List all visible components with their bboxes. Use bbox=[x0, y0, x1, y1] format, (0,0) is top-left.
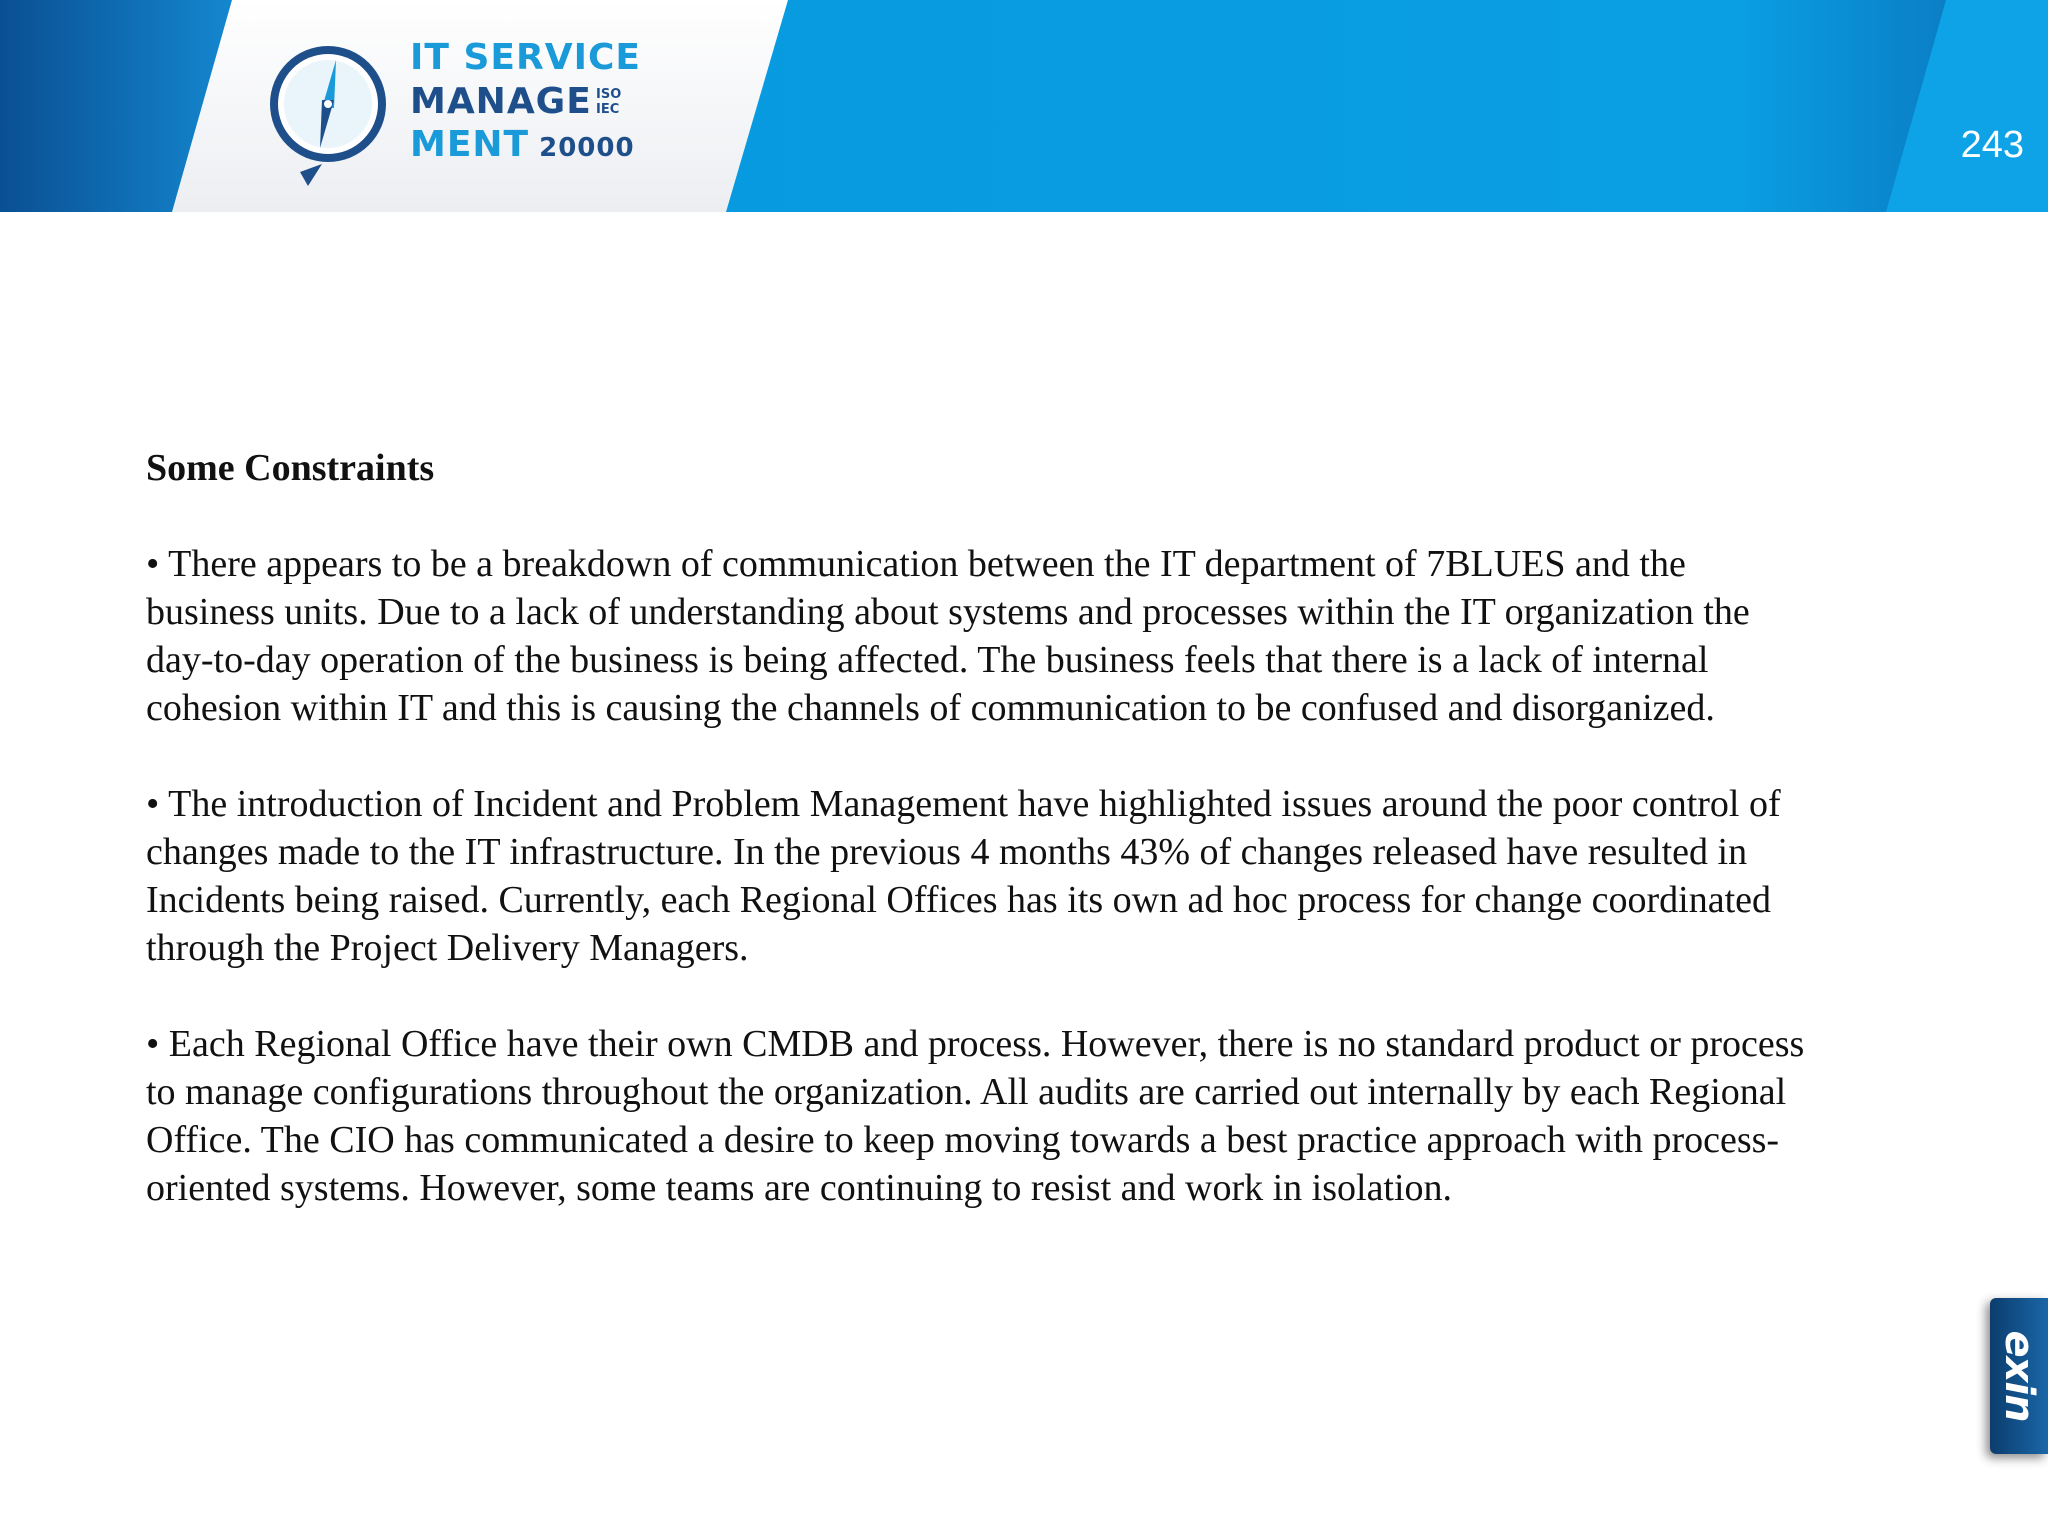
logo-iso-label: ISO bbox=[596, 87, 622, 102]
logo-title-line1: IT SERVICE bbox=[410, 37, 641, 78]
paragraph-cmdb: • Each Regional Office have their own CMDB and process. However, there is no standard product or process to manage configurations throughout the organization. All audits are carried out internally by each Regional Office. The CIO has communicated a desire to keep moving towards a best practice approach with process-oriented systems. However, some teams are continuing to resist and work in isolation. bbox=[146, 1023, 1805, 1209]
logo-title-line2: MANAGE bbox=[410, 81, 592, 122]
exin-logo-badge bbox=[1990, 1298, 2048, 1454]
paragraph-communication: • There appears to be a breakdown of communication between the IT department of 7BLUES and the business units. Due to a lack of understanding about systems and processes within the IT organization the day-to-day operation of the business is being affected. The business feels that there is a lack of internal cohesion within IT and this is causing the channels of communication to be confused and disorganized. bbox=[146, 543, 1750, 729]
logo-iso-iec bbox=[596, 87, 621, 117]
logo-standard-number: 20000 bbox=[539, 133, 635, 163]
header-banner bbox=[0, 0, 2048, 212]
exin-logo-text: exin bbox=[1996, 1330, 2042, 1422]
paragraph-change-control: • The introduction of Incident and Problem Management have highlighted issues around the poor control of changes made to the IT infrastructure. In the previous 4 months 43% of changes released have resulted in Incidents being raised. Currently, each Regional Offices has its own ad hoc process for change coordinated through the Project Delivery Managers. bbox=[146, 783, 1781, 969]
logo-ment-text: MENT bbox=[410, 124, 530, 165]
slide-content bbox=[146, 444, 1806, 1260]
section-title: Some Constraints bbox=[146, 447, 435, 489]
logo-iec-label: IEC bbox=[596, 102, 620, 117]
page-number: 243 bbox=[1960, 124, 2024, 166]
logo-title-line3 bbox=[410, 124, 635, 165]
header-background bbox=[0, 0, 2048, 212]
